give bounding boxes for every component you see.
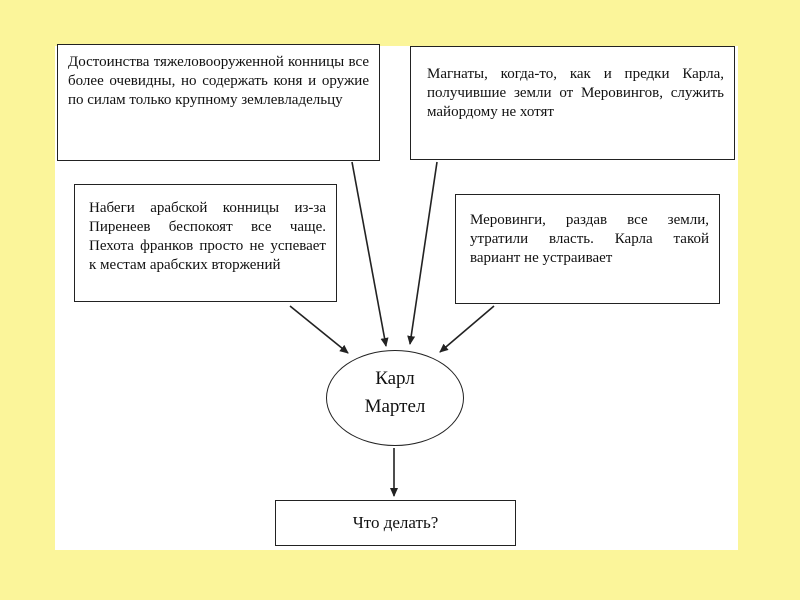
center-name-line1: Карл (375, 368, 415, 389)
question-box: Что делать? (275, 500, 516, 546)
arrow-from-merovingians (440, 306, 494, 352)
arrow-from-heavy-cavalry (352, 162, 386, 346)
center-name-line2: Мартел (364, 396, 426, 417)
cause-box-arab-raids: Набеги арабской конницы из-за Пиренеев беспокоят все чаще. Пехота франков просто не успевает к местам арабских вторжений (74, 184, 337, 302)
cause-box-magnates: Магнаты, когда-то, как и предки Карла, получившие земли от Меровингов, служить майордому не хотят (410, 46, 735, 160)
cause-box-merovingians: Меровинги, раздав все земли, утратили власть. Карла такой вариант не устраивает (455, 194, 720, 304)
arrow-from-magnates (410, 162, 437, 344)
arrow-from-arab-raids (290, 306, 348, 353)
cause-box-heavy-cavalry: Достоинства тяжеловооруженной конницы все более очевидны, но содержать коня и оружие по силам только крупному землевладельцу (57, 44, 380, 161)
